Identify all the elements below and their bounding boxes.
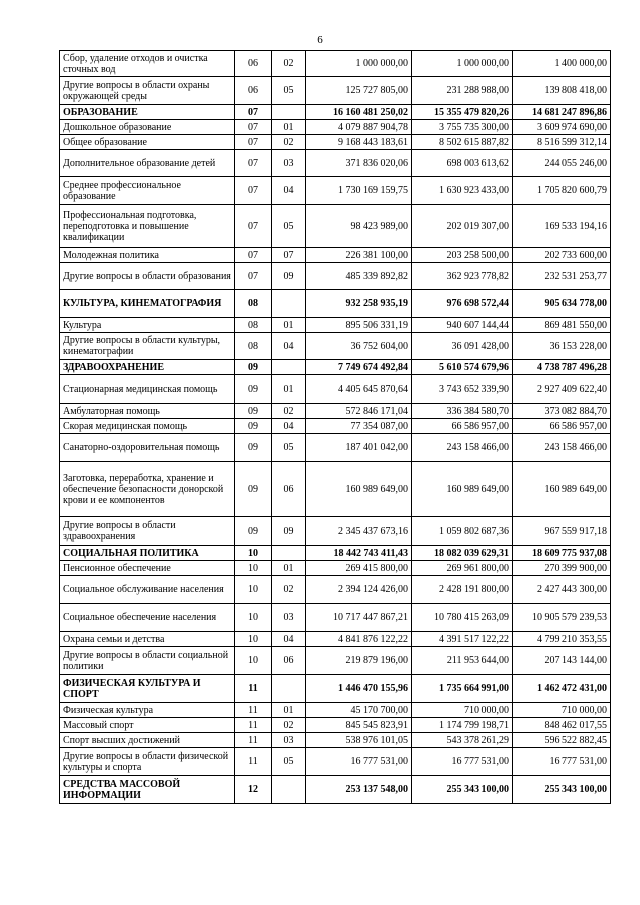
row-name: Дополнительное образование детей bbox=[60, 150, 235, 177]
amount-year-2: 255 343 100,00 bbox=[412, 776, 513, 804]
subsection-code: 02 bbox=[272, 51, 306, 77]
row-name: Другие вопросы в области образования bbox=[60, 263, 235, 290]
section-code: 07 bbox=[235, 120, 272, 135]
subsection-code: 05 bbox=[272, 77, 306, 105]
section-code: 10 bbox=[235, 546, 272, 561]
row-name: ЗДРАВООХРАНЕНИЕ bbox=[60, 360, 235, 375]
amount-year-3: 4 738 787 496,28 bbox=[513, 360, 611, 375]
amount-year-1: 16 777 531,00 bbox=[306, 748, 412, 776]
amount-year-1: 572 846 171,04 bbox=[306, 404, 412, 419]
amount-year-3: 139 808 418,00 bbox=[513, 77, 611, 105]
row-name: Другие вопросы в области социальной политики bbox=[60, 647, 235, 675]
amount-year-1: 538 976 101,05 bbox=[306, 733, 412, 748]
table-row bbox=[60, 647, 611, 675]
amount-year-2: 1 000 000,00 bbox=[412, 51, 513, 77]
subsection-code: 01 bbox=[272, 561, 306, 576]
amount-year-3: 1 462 472 431,00 bbox=[513, 675, 611, 703]
amount-year-1: 160 989 649,00 bbox=[306, 462, 412, 517]
section-code: 07 bbox=[235, 177, 272, 205]
table-row bbox=[60, 205, 611, 248]
table-row bbox=[60, 290, 611, 318]
subsection-code: 05 bbox=[272, 205, 306, 248]
amount-year-3: 16 777 531,00 bbox=[513, 748, 611, 776]
table-row bbox=[60, 675, 611, 703]
row-name: ОБРАЗОВАНИЕ bbox=[60, 105, 235, 120]
table-row bbox=[60, 632, 611, 647]
subsection-code: 02 bbox=[272, 404, 306, 419]
subsection-code bbox=[272, 290, 306, 318]
amount-year-2: 202 019 307,00 bbox=[412, 205, 513, 248]
subsection-code: 09 bbox=[272, 517, 306, 546]
amount-year-2: 940 607 144,44 bbox=[412, 318, 513, 333]
row-name: Культура bbox=[60, 318, 235, 333]
amount-year-3: 1 705 820 600,79 bbox=[513, 177, 611, 205]
amount-year-2: 2 428 191 800,00 bbox=[412, 576, 513, 604]
section-code: 09 bbox=[235, 462, 272, 517]
subsection-code: 09 bbox=[272, 263, 306, 290]
subsection-code: 04 bbox=[272, 333, 306, 360]
amount-year-1: 18 442 743 411,43 bbox=[306, 546, 412, 561]
table-row bbox=[60, 318, 611, 333]
table-row bbox=[60, 77, 611, 105]
section-code: 07 bbox=[235, 263, 272, 290]
amount-year-2: 18 082 039 629,31 bbox=[412, 546, 513, 561]
table-row bbox=[60, 561, 611, 576]
amount-year-1: 7 749 674 492,84 bbox=[306, 360, 412, 375]
subsection-code: 03 bbox=[272, 150, 306, 177]
subsection-code bbox=[272, 776, 306, 804]
amount-year-1: 4 841 876 122,22 bbox=[306, 632, 412, 647]
budget-table bbox=[59, 50, 611, 804]
amount-year-2: 15 355 479 820,26 bbox=[412, 105, 513, 120]
table-row bbox=[60, 419, 611, 434]
amount-year-1: 187 401 042,00 bbox=[306, 434, 412, 462]
section-code: 09 bbox=[235, 517, 272, 546]
amount-year-1: 1 730 169 159,75 bbox=[306, 177, 412, 205]
subsection-code bbox=[272, 105, 306, 120]
row-name: Социальное обеспечение населения bbox=[60, 604, 235, 632]
row-name: Молодежная политика bbox=[60, 248, 235, 263]
row-name: Пенсионное обеспечение bbox=[60, 561, 235, 576]
row-name: Массовый спорт bbox=[60, 718, 235, 733]
table-row bbox=[60, 263, 611, 290]
amount-year-3: 255 343 100,00 bbox=[513, 776, 611, 804]
amount-year-1: 2 394 124 426,00 bbox=[306, 576, 412, 604]
subsection-code: 01 bbox=[272, 703, 306, 718]
amount-year-1: 895 506 331,19 bbox=[306, 318, 412, 333]
table-row bbox=[60, 360, 611, 375]
amount-year-3: 4 799 210 353,55 bbox=[513, 632, 611, 647]
amount-year-3: 848 462 017,55 bbox=[513, 718, 611, 733]
amount-year-1: 16 160 481 250,02 bbox=[306, 105, 412, 120]
row-name: Стационарная медицинская помощь bbox=[60, 375, 235, 404]
amount-year-1: 98 423 989,00 bbox=[306, 205, 412, 248]
amount-year-2: 976 698 572,44 bbox=[412, 290, 513, 318]
amount-year-2: 336 384 580,70 bbox=[412, 404, 513, 419]
table-row bbox=[60, 748, 611, 776]
amount-year-3: 202 733 600,00 bbox=[513, 248, 611, 263]
section-code: 07 bbox=[235, 135, 272, 150]
amount-year-3: 36 153 228,00 bbox=[513, 333, 611, 360]
table-row bbox=[60, 375, 611, 404]
section-code: 06 bbox=[235, 77, 272, 105]
amount-year-2: 3 755 735 300,00 bbox=[412, 120, 513, 135]
row-name: Сбор, удаление отходов и очистка сточных вод bbox=[60, 51, 235, 77]
table-row bbox=[60, 105, 611, 120]
amount-year-3: 2 427 443 300,00 bbox=[513, 576, 611, 604]
section-code: 10 bbox=[235, 647, 272, 675]
amount-year-3: 710 000,00 bbox=[513, 703, 611, 718]
row-name: Общее образование bbox=[60, 135, 235, 150]
subsection-code bbox=[272, 675, 306, 703]
amount-year-2: 1 630 923 433,00 bbox=[412, 177, 513, 205]
amount-year-1: 226 381 100,00 bbox=[306, 248, 412, 263]
amount-year-1: 485 339 892,82 bbox=[306, 263, 412, 290]
section-code: 09 bbox=[235, 434, 272, 462]
row-name: СРЕДСТВА МАССОВОЙ ИНФОРМАЦИИ bbox=[60, 776, 235, 804]
subsection-code: 07 bbox=[272, 248, 306, 263]
section-code: 09 bbox=[235, 360, 272, 375]
section-code: 08 bbox=[235, 333, 272, 360]
amount-year-3: 905 634 778,00 bbox=[513, 290, 611, 318]
amount-year-1: 845 545 823,91 bbox=[306, 718, 412, 733]
row-name: Другие вопросы в области культуры, кинематографии bbox=[60, 333, 235, 360]
row-name: Среднее профессиональное образование bbox=[60, 177, 235, 205]
row-name: Охрана семьи и детства bbox=[60, 632, 235, 647]
amount-year-1: 253 137 548,00 bbox=[306, 776, 412, 804]
section-code: 11 bbox=[235, 733, 272, 748]
row-name: СОЦИАЛЬНАЯ ПОЛИТИКА bbox=[60, 546, 235, 561]
amount-year-3: 169 533 194,16 bbox=[513, 205, 611, 248]
subsection-code: 01 bbox=[272, 318, 306, 333]
amount-year-3: 244 055 246,00 bbox=[513, 150, 611, 177]
amount-year-1: 125 727 805,00 bbox=[306, 77, 412, 105]
section-code: 09 bbox=[235, 404, 272, 419]
table-row bbox=[60, 718, 611, 733]
row-name: Спорт высших достижений bbox=[60, 733, 235, 748]
amount-year-2: 698 003 613,62 bbox=[412, 150, 513, 177]
amount-year-3: 14 681 247 896,86 bbox=[513, 105, 611, 120]
amount-year-3: 66 586 957,00 bbox=[513, 419, 611, 434]
amount-year-2: 243 158 466,00 bbox=[412, 434, 513, 462]
amount-year-1: 371 836 020,06 bbox=[306, 150, 412, 177]
row-name: Физическая культура bbox=[60, 703, 235, 718]
table-row bbox=[60, 177, 611, 205]
amount-year-3: 967 559 917,18 bbox=[513, 517, 611, 546]
table-row bbox=[60, 604, 611, 632]
section-code: 10 bbox=[235, 604, 272, 632]
amount-year-2: 1 735 664 991,00 bbox=[412, 675, 513, 703]
subsection-code: 04 bbox=[272, 419, 306, 434]
table-row bbox=[60, 150, 611, 177]
amount-year-3: 8 516 599 312,14 bbox=[513, 135, 611, 150]
section-code: 08 bbox=[235, 318, 272, 333]
table-row bbox=[60, 517, 611, 546]
section-code: 09 bbox=[235, 419, 272, 434]
amount-year-3: 1 400 000,00 bbox=[513, 51, 611, 77]
section-code: 10 bbox=[235, 561, 272, 576]
page-number: 6 bbox=[317, 34, 323, 46]
subsection-code: 05 bbox=[272, 748, 306, 776]
amount-year-2: 1 059 802 687,36 bbox=[412, 517, 513, 546]
subsection-code: 01 bbox=[272, 375, 306, 404]
section-code: 10 bbox=[235, 632, 272, 647]
table-row bbox=[60, 434, 611, 462]
row-name: Дошкольное образование bbox=[60, 120, 235, 135]
subsection-code: 04 bbox=[272, 632, 306, 647]
amount-year-1: 4 405 645 870,64 bbox=[306, 375, 412, 404]
amount-year-2: 10 780 415 263,09 bbox=[412, 604, 513, 632]
amount-year-3: 243 158 466,00 bbox=[513, 434, 611, 462]
amount-year-2: 269 961 800,00 bbox=[412, 561, 513, 576]
subsection-code: 02 bbox=[272, 135, 306, 150]
row-name: Скорая медицинская помощь bbox=[60, 419, 235, 434]
section-code: 07 bbox=[235, 248, 272, 263]
row-name: Другие вопросы в области физической культуры и спорта bbox=[60, 748, 235, 776]
table-row bbox=[60, 51, 611, 77]
amount-year-2: 543 378 261,29 bbox=[412, 733, 513, 748]
amount-year-1: 932 258 935,19 bbox=[306, 290, 412, 318]
subsection-code: 02 bbox=[272, 718, 306, 733]
subsection-code: 05 bbox=[272, 434, 306, 462]
table-row bbox=[60, 462, 611, 517]
table-row bbox=[60, 248, 611, 263]
section-code: 11 bbox=[235, 748, 272, 776]
amount-year-1: 9 168 443 183,61 bbox=[306, 135, 412, 150]
amount-year-2: 3 743 652 339,90 bbox=[412, 375, 513, 404]
table-row bbox=[60, 703, 611, 718]
row-name: Заготовка, переработка, хранение и обеспечение безопасности донорской крови и ее компонентов bbox=[60, 462, 235, 517]
table-row bbox=[60, 546, 611, 561]
amount-year-2: 66 586 957,00 bbox=[412, 419, 513, 434]
amount-year-1: 1 000 000,00 bbox=[306, 51, 412, 77]
row-name: Санаторно-оздоровительная помощь bbox=[60, 434, 235, 462]
section-code: 09 bbox=[235, 375, 272, 404]
subsection-code: 02 bbox=[272, 576, 306, 604]
table-row bbox=[60, 733, 611, 748]
table-row bbox=[60, 333, 611, 360]
section-code: 08 bbox=[235, 290, 272, 318]
subsection-code: 06 bbox=[272, 647, 306, 675]
subsection-code: 03 bbox=[272, 733, 306, 748]
subsection-code bbox=[272, 360, 306, 375]
amount-year-2: 203 258 500,00 bbox=[412, 248, 513, 263]
table-row bbox=[60, 404, 611, 419]
amount-year-2: 211 953 644,00 bbox=[412, 647, 513, 675]
amount-year-1: 269 415 800,00 bbox=[306, 561, 412, 576]
row-name: Амбулаторная помощь bbox=[60, 404, 235, 419]
row-name: Социальное обслуживание населения bbox=[60, 576, 235, 604]
amount-year-3: 10 905 579 239,53 bbox=[513, 604, 611, 632]
amount-year-3: 373 082 884,70 bbox=[513, 404, 611, 419]
amount-year-1: 77 354 087,00 bbox=[306, 419, 412, 434]
amount-year-1: 4 079 887 904,78 bbox=[306, 120, 412, 135]
row-name: Другие вопросы в области охраны окружающей среды bbox=[60, 77, 235, 105]
table-row bbox=[60, 776, 611, 804]
amount-year-2: 710 000,00 bbox=[412, 703, 513, 718]
amount-year-3: 207 143 144,00 bbox=[513, 647, 611, 675]
amount-year-2: 231 288 988,00 bbox=[412, 77, 513, 105]
row-name: КУЛЬТУРА, КИНЕМАТОГРАФИЯ bbox=[60, 290, 235, 318]
table-row bbox=[60, 135, 611, 150]
section-code: 10 bbox=[235, 576, 272, 604]
amount-year-3: 596 522 882,45 bbox=[513, 733, 611, 748]
subsection-code: 01 bbox=[272, 120, 306, 135]
section-code: 07 bbox=[235, 105, 272, 120]
amount-year-2: 16 777 531,00 bbox=[412, 748, 513, 776]
row-name: ФИЗИЧЕСКАЯ КУЛЬТУРА И СПОРТ bbox=[60, 675, 235, 703]
row-name: Профессиональная подготовка, переподготовка и повышение квалификации bbox=[60, 205, 235, 248]
subsection-code: 04 bbox=[272, 177, 306, 205]
amount-year-2: 4 391 517 122,22 bbox=[412, 632, 513, 647]
section-code: 11 bbox=[235, 675, 272, 703]
section-code: 07 bbox=[235, 205, 272, 248]
table-row bbox=[60, 120, 611, 135]
amount-year-1: 2 345 437 673,16 bbox=[306, 517, 412, 546]
section-code: 06 bbox=[235, 51, 272, 77]
table-row bbox=[60, 576, 611, 604]
subsection-code: 06 bbox=[272, 462, 306, 517]
section-code: 12 bbox=[235, 776, 272, 804]
amount-year-2: 1 174 799 198,71 bbox=[412, 718, 513, 733]
amount-year-3: 270 399 900,00 bbox=[513, 561, 611, 576]
amount-year-2: 8 502 615 887,82 bbox=[412, 135, 513, 150]
amount-year-2: 5 610 574 679,96 bbox=[412, 360, 513, 375]
row-name: Другие вопросы в области здравоохранения bbox=[60, 517, 235, 546]
amount-year-3: 869 481 550,00 bbox=[513, 318, 611, 333]
amount-year-2: 36 091 428,00 bbox=[412, 333, 513, 360]
amount-year-3: 160 989 649,00 bbox=[513, 462, 611, 517]
amount-year-1: 45 170 700,00 bbox=[306, 703, 412, 718]
section-code: 07 bbox=[235, 150, 272, 177]
amount-year-2: 160 989 649,00 bbox=[412, 462, 513, 517]
amount-year-1: 36 752 604,00 bbox=[306, 333, 412, 360]
amount-year-3: 232 531 253,77 bbox=[513, 263, 611, 290]
amount-year-3: 3 609 974 690,00 bbox=[513, 120, 611, 135]
amount-year-1: 1 446 470 155,96 bbox=[306, 675, 412, 703]
section-code: 11 bbox=[235, 703, 272, 718]
amount-year-3: 18 609 775 937,08 bbox=[513, 546, 611, 561]
amount-year-1: 10 717 447 867,21 bbox=[306, 604, 412, 632]
subsection-code bbox=[272, 546, 306, 561]
amount-year-3: 2 927 409 622,40 bbox=[513, 375, 611, 404]
amount-year-1: 219 879 196,00 bbox=[306, 647, 412, 675]
amount-year-2: 362 923 778,82 bbox=[412, 263, 513, 290]
section-code: 11 bbox=[235, 718, 272, 733]
subsection-code: 03 bbox=[272, 604, 306, 632]
